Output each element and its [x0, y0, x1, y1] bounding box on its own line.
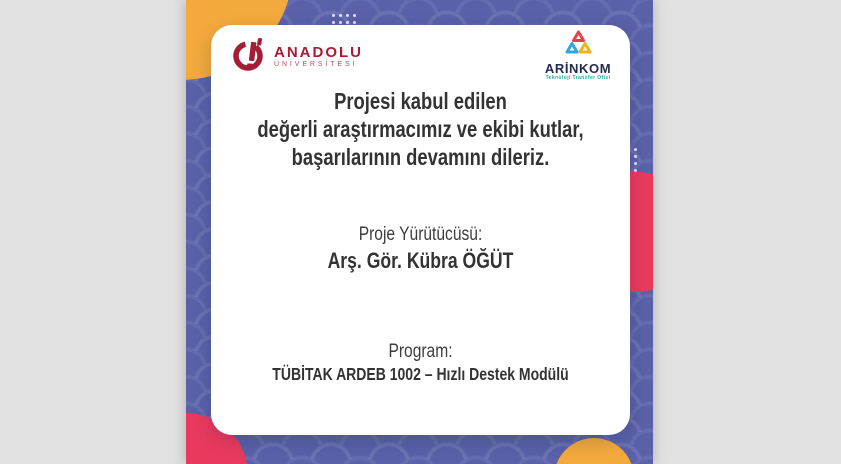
- arinkom-logo: [538, 29, 618, 82]
- message-line-2: değerli araştırmacımız ve ekibi kutlar,: [257, 116, 584, 143]
- yellow-circle-bottom-right: [554, 438, 634, 464]
- project-lead-section: [211, 224, 630, 273]
- message-line-3: başarılarının devamını dileriz.: [291, 144, 550, 171]
- arinkom-subtitle: Teknoloji Transfer Ofisi: [545, 75, 611, 81]
- right-gray-margin: [653, 0, 841, 464]
- arinkom-name: ARİNKOM: [544, 61, 612, 76]
- congratulation-message: [253, 87, 588, 172]
- dot-grid-icon: [329, 11, 356, 24]
- announcement-card: [211, 25, 630, 435]
- anadolu-emblem-icon: [231, 36, 268, 78]
- arinkom-triangle-icon: [563, 43, 594, 60]
- program-label: Program:: [388, 341, 453, 362]
- anadolu-name: ANADOLU: [274, 44, 363, 61]
- dot-column-icon: [631, 145, 638, 172]
- anadolu-subtitle: ÜNİVERSİTESİ: [274, 61, 358, 68]
- purple-background: [186, 0, 653, 464]
- anadolu-university-logo: [231, 36, 363, 78]
- program-section: [211, 341, 630, 385]
- project-lead-name: Arş. Gör. Kübra ÖĞÜT: [327, 248, 514, 273]
- program-value: TÜBİTAK ARDEB 1002 – Hızlı Destek Modülü: [272, 364, 569, 384]
- project-lead-label: Proje Yürütücüsü:: [358, 224, 483, 245]
- message-line-1: Projesi kabul edilen: [334, 88, 507, 114]
- left-gray-margin: [0, 0, 186, 464]
